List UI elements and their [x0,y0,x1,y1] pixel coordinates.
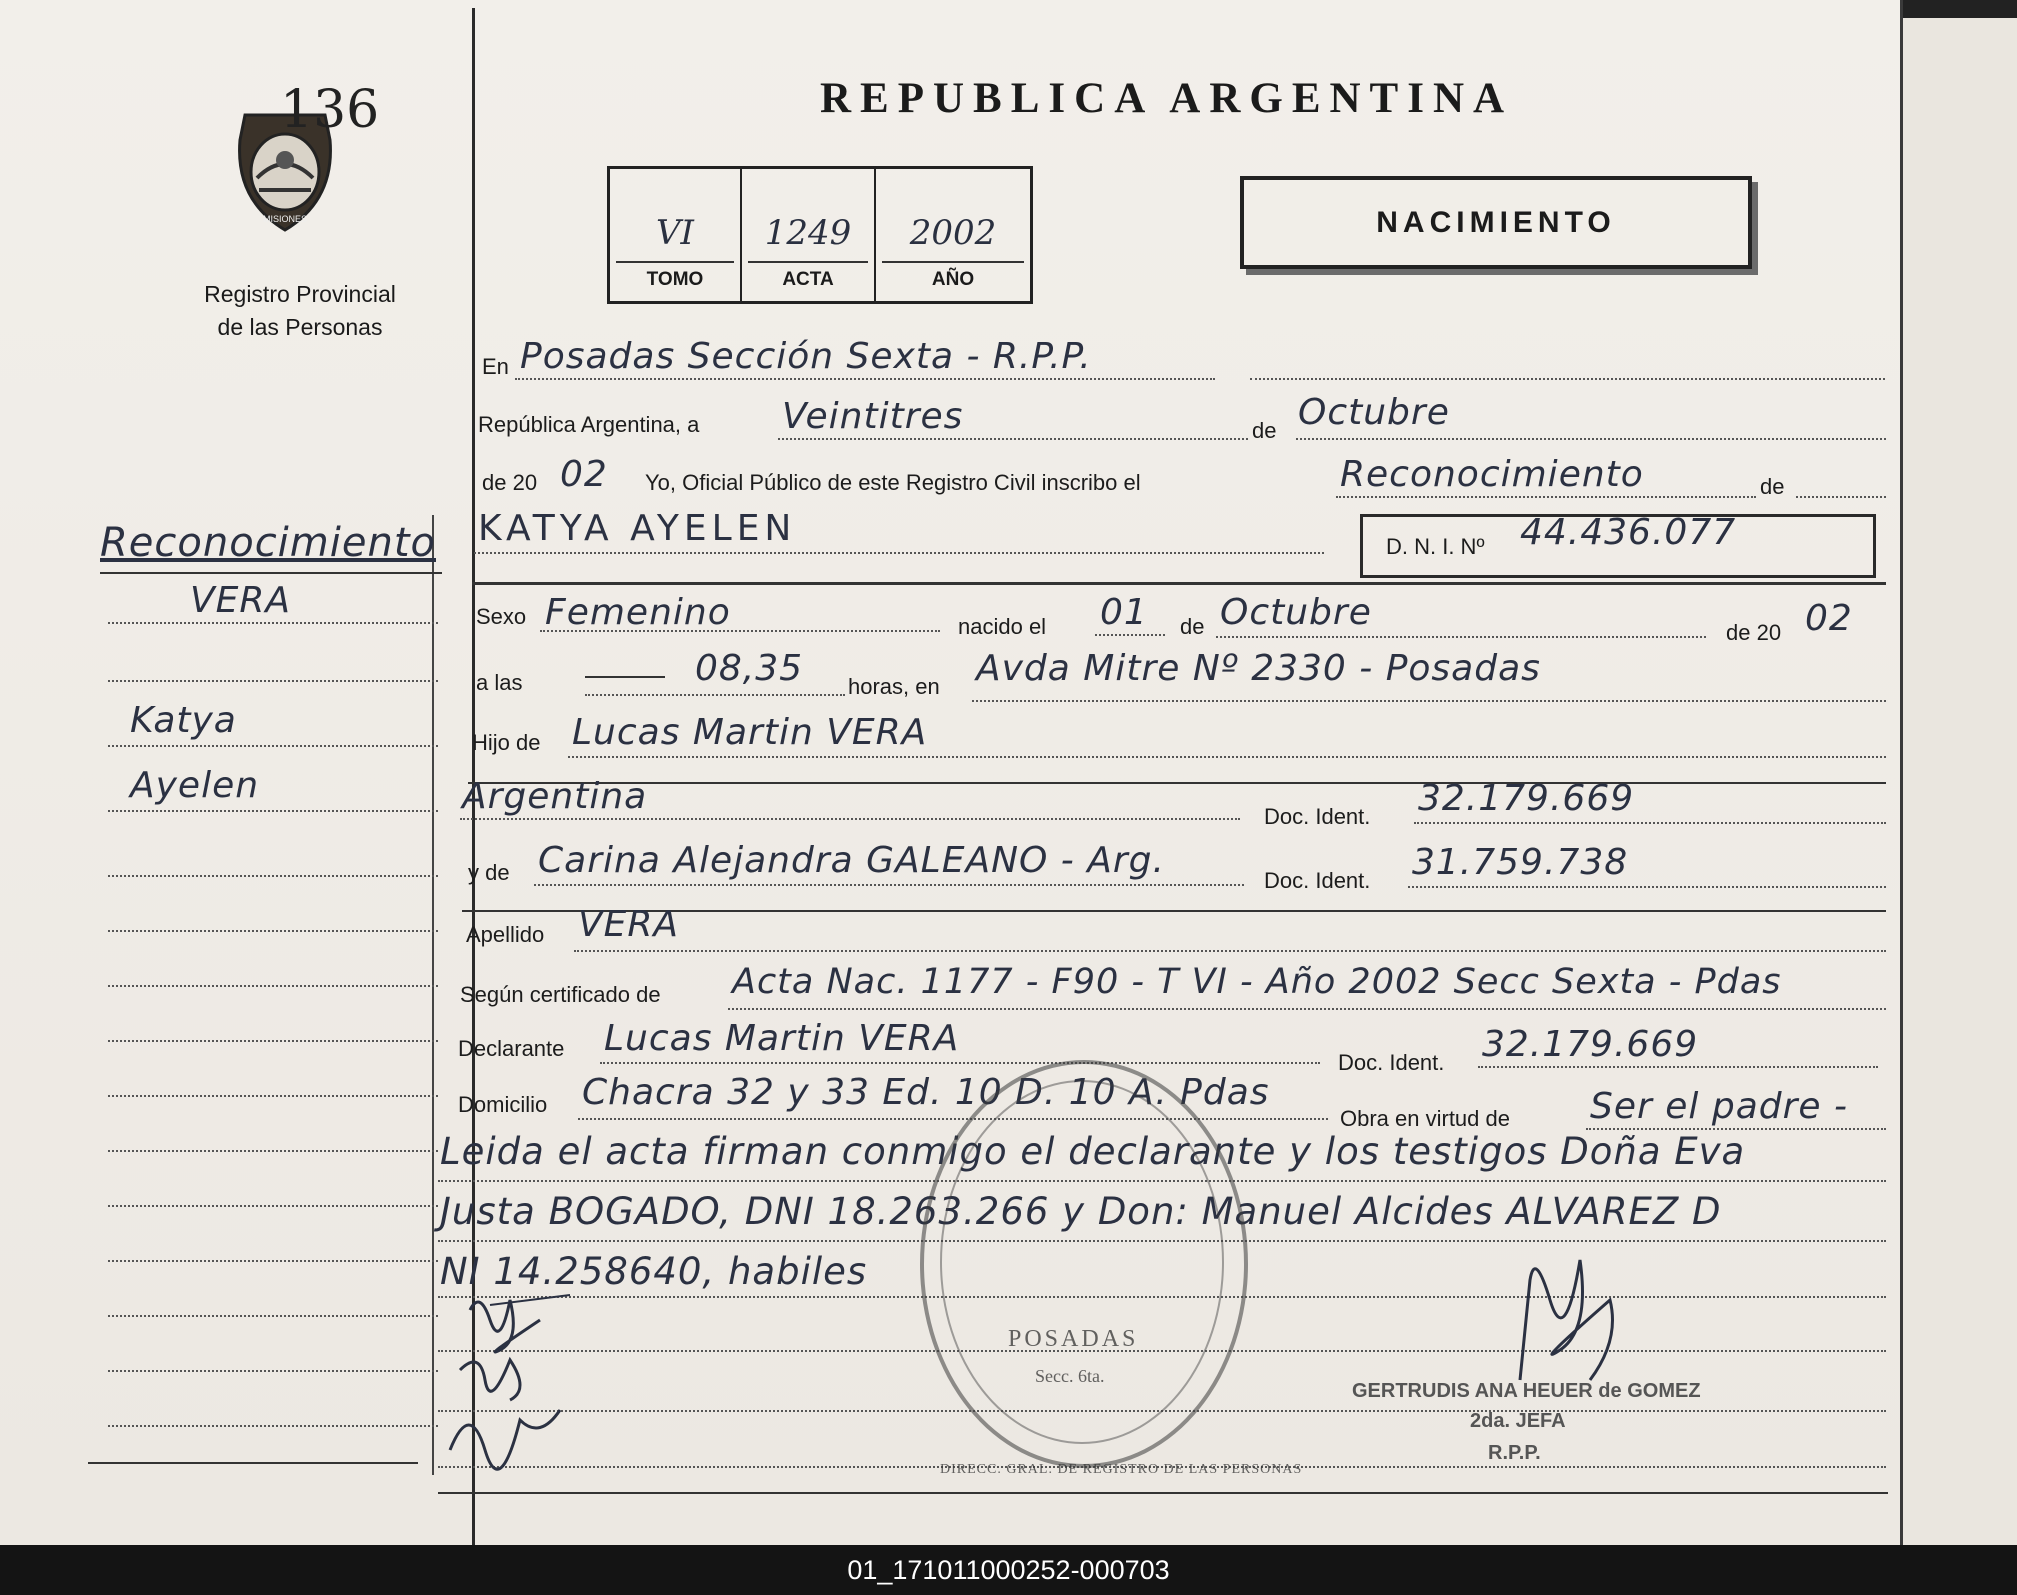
madre-nombre: Carina Alejandra GALEANO - Arg. [538,840,1165,881]
ano-value: 2002 [909,213,997,253]
issuing-office-line2: de las Personas [217,314,383,340]
de-label: de [1252,418,1277,443]
yde-label: y de [468,860,510,885]
margin-line [108,1040,438,1042]
ano-label: AÑO [931,269,975,290]
apellido-label: Apellido [466,922,545,947]
declarante-nombre: Lucas Martin VERA [604,1018,960,1059]
madre-doc-label: Doc. Ident. [1264,868,1371,893]
padre-doc-label: Doc. Ident. [1264,804,1371,829]
nac-year: 02 [1805,598,1853,639]
obra-value: Ser el padre - [1590,1086,1848,1127]
stamp-ring-text: DIRECC. GRAL. DE REGISTRO DE LAS PERSONAS [940,1462,1303,1477]
domicilio-label: Domicilio [458,1092,548,1117]
official-role: 2da. JEFA [1470,1410,1566,1432]
padre-nacionalidad: Argentina [462,776,648,817]
year-prefix: de 20 [482,470,538,495]
margin-rule [88,1462,418,1464]
acta-value: 1249 [764,213,852,253]
sexo-value: Femenino [545,592,731,633]
stamp-section: Secc. 6ta. [1035,1366,1105,1386]
texto-linea-3: NI 14.258640, habiles [440,1250,868,1293]
padre-nombre: Lucas Martin VERA [572,712,928,753]
year-inscripcion: 02 [560,454,608,495]
padre-doc: 32.179.669 [1418,778,1635,819]
issuing-office-line1: Registro Provincial [204,281,396,307]
tomo-value: VI [656,213,694,253]
de2-label: de [1760,474,1785,499]
nac-dia: 01 [1100,592,1148,633]
texto-linea-2: Justa BOGADO, DNI 18.263.266 y Don: Manuel Alcides ALVAREZ D [440,1190,1722,1233]
texto-linea-1: Leida el acta firman conmigo el declarante y los testigos Doña Eva [440,1130,1746,1173]
hijo-label: Hijo de [472,730,541,755]
domicilio-value: Chacra 32 y 33 Ed. 10 D. 10 A. Pdas [582,1072,1270,1113]
act-type-label: NACIMIENTO [1376,206,1616,239]
act-type-box [1240,176,1752,269]
margin-line [108,1095,438,1097]
lugar-nacimiento: Avda Mitre Nº 2330 - Posadas [976,648,1541,689]
margin-line [108,875,438,877]
stamp-city: POSADAS [1008,1326,1139,1352]
dni-label: D. N. I. Nº [1386,534,1485,559]
tomo-cell [610,169,742,301]
margin-heading: Reconocimiento [100,520,436,566]
seal-text: MISIONES [262,214,308,224]
margin-line [108,680,438,682]
acta-label: ACTA [782,269,834,290]
nac-year-prefix: de 20 [1726,620,1782,645]
tomo-label: TOMO [646,269,704,290]
declarante-label: Declarante [458,1036,565,1061]
margin-line [108,1370,438,1372]
mes-inscripcion: Octubre [1298,392,1450,433]
dni-value: 44.436.077 [1520,512,1737,553]
margin-line [108,745,438,747]
margin-line [108,930,438,932]
margin-line [108,1425,438,1427]
margin-divider-inner [432,515,434,1475]
adjacent-page-edge [1900,0,2017,1545]
margin-line [108,1205,438,1207]
folio-number: 136 [280,80,380,140]
alas-label: a las [476,670,523,695]
margin-given1: Katya [130,700,237,741]
record-id-box [607,166,1033,304]
margin-given2: Ayelen [130,765,260,806]
apellido-value: VERA [578,904,680,945]
margin-line [108,1150,438,1152]
en-label: En [482,354,509,379]
segun-label: Según certificado de [460,982,661,1007]
lugar-inscripcion: Posadas Sección Sexta - R.P.P. [520,336,1092,377]
acta-cell [742,169,876,301]
obra-label: Obra en virtud de [1340,1106,1510,1131]
margin-line [108,1315,438,1317]
madre-doc: 31.759.738 [1412,842,1629,883]
official-signature [1500,1240,1650,1390]
margin-line [108,1260,438,1262]
sexo-label: Sexo [476,604,527,629]
hora-value: 08,35 [695,648,804,689]
dia-inscripcion: Veintitres [782,396,964,437]
issuing-office [160,278,440,344]
nac-de-label: de [1180,614,1205,639]
margin-line [108,622,438,624]
margin-line [108,985,438,987]
declarante-doc-label: Doc. Ident. [1338,1050,1445,1075]
inscribo-value: Reconocimiento [1340,454,1644,495]
segun-value: Acta Nac. 1177 - F90 - T VI - Año 2002 Secc Sexta - Pdas [732,962,1782,1002]
margin-surname: VERA [190,580,292,621]
margin-line [108,810,438,812]
republica-label: República Argentina, a [478,412,700,437]
page-title: REPUBLICA ARGENTINA [820,75,1514,122]
oficial-text: Yo, Oficial Público de este Registro Civil inscribo el [645,470,1141,495]
official-office: R.P.P. [1488,1442,1541,1464]
declarante-doc: 32.179.669 [1482,1024,1699,1065]
horas-label: horas, en [848,674,940,699]
ano-cell [876,169,1030,301]
nacido-label: nacido el [958,614,1047,639]
official-name: GERTRUDIS ANA HEUER de GOMEZ [1352,1380,1701,1402]
nombre-inscripto: KATYA AYELEN [478,508,797,549]
witness-signatures [440,1280,620,1480]
scan-id-footer: 01_171011000252-000703 [847,1555,1170,1585]
nac-mes: Octubre [1220,592,1372,633]
margin-rule [100,572,442,574]
